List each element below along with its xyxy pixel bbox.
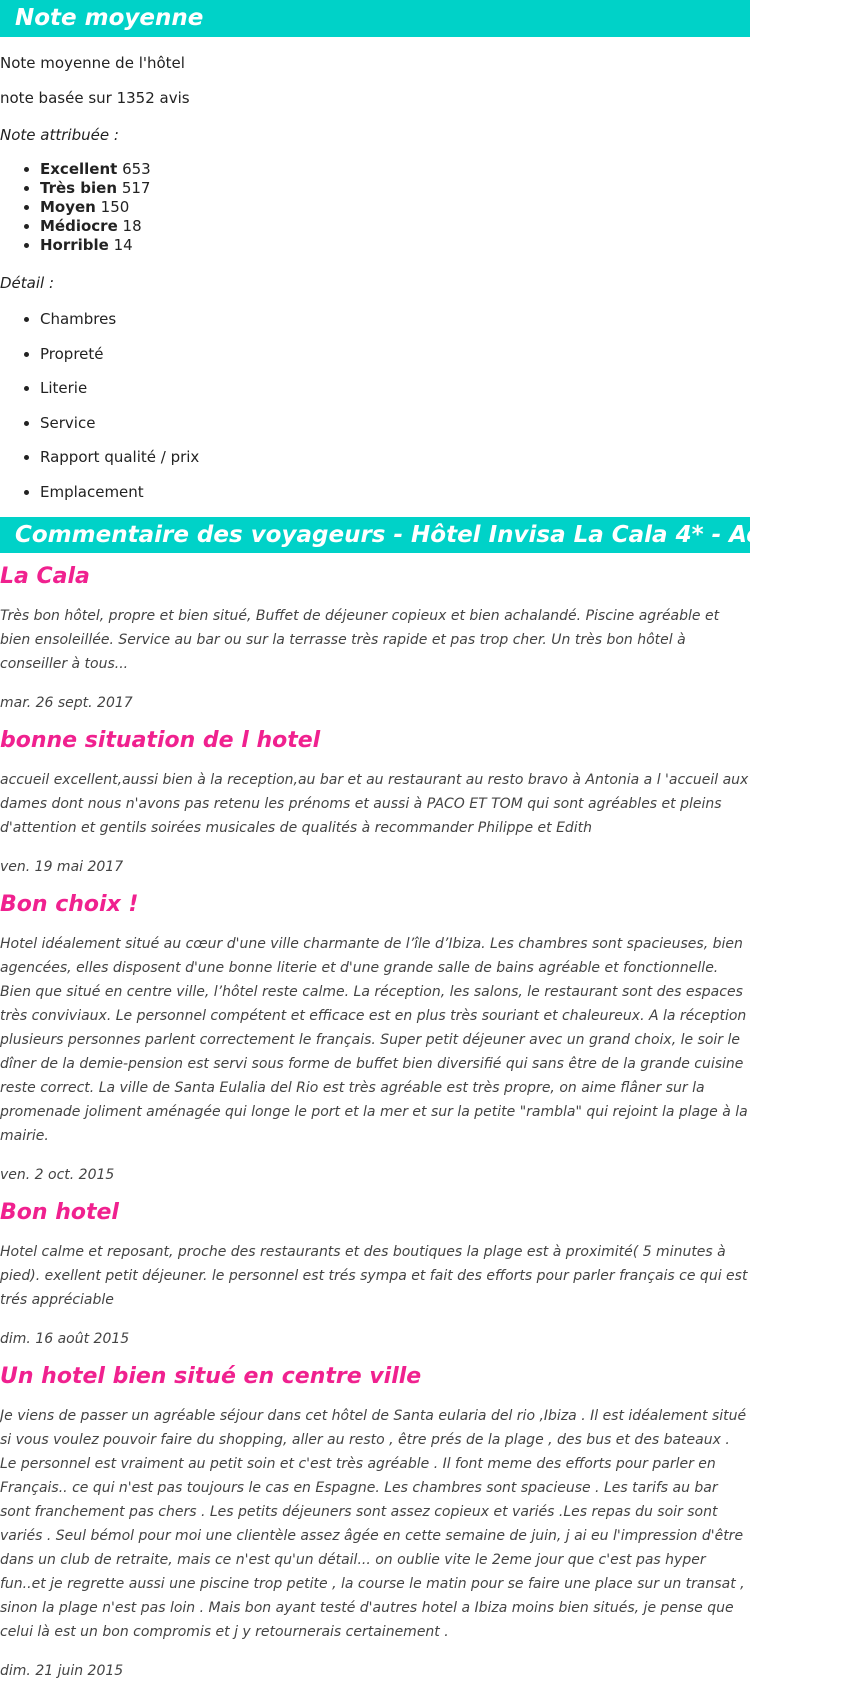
review-body: Hotel idéalement situé au cœur d'une ville charmante de l’île d’Ibiza. Les chambres sont spacieuses, bien agencées, elles disposent d'une bonne literie et d'une grande salle de bains agréable et fonctionnelle. Bien que situé en centre ville, l’hôtel reste calme. La réception, les salons, le restaurant sont des espaces très conviviaux. Le personnel compétent et efficace est en plus très souriant et chaleureux. A la réception plusieurs personnes parlent correctement le français. Super petit déjeuner avec un grand choix, le soir le dîner de la demie-pension est servi sous forme de buffet bien diversifié qui sans être de la grande cuisine reste correct. La ville de Santa Eulalia del Rio est très agréable est très propre, on aime flâner sur la promenade joliment aménagée qui longe le port et la mer et sur la petite "rambla" qui rejoint la plage à la mairie. — [0, 935, 748, 1144]
ratings-label: Note attribuée : — [0, 126, 119, 144]
rating-item — [40, 198, 758, 217]
rating-label: Très bien — [40, 179, 118, 197]
ratings-list — [0, 160, 758, 255]
review-date: dim. 21 juin 2015 — [0, 1662, 124, 1679]
review-date: ven. 19 mai 2017 — [0, 858, 124, 875]
rating-label: Horrible — [40, 236, 109, 254]
detail-item: • Literie — [40, 378, 758, 398]
detail-item: • Service — [40, 413, 758, 433]
detail-item: • Rapport qualité / prix — [40, 447, 758, 467]
review-card — [0, 892, 758, 1185]
rating-item — [40, 236, 758, 255]
review-card — [0, 728, 758, 877]
rating-label: Moyen — [40, 198, 96, 216]
review-title: Bon choix ! — [0, 891, 139, 917]
reviews-section — [0, 517, 865, 1681]
rating-item — [40, 217, 758, 236]
review-card — [0, 564, 758, 713]
review-body: Très bon hôtel, propre et bien situé, Buffet de déjeuner copieux et bien achalandé. Piscine agréable et bien ensoleillée. Service au bar ou sur la terrasse très rapide et pas trop cher. Un très bon hôtel à conseiller à tous... — [0, 607, 720, 672]
summary-section — [0, 0, 758, 517]
review-date: ven. 2 oct. 2015 — [0, 1166, 115, 1183]
detail-label: Détail : — [0, 274, 55, 292]
detail-item: • Emplacement — [40, 482, 758, 502]
review-body: Je viens de passer un agréable séjour dans cet hôtel de Santa eularia del rio ,Ibiza . Il est idéalement situé si vous voulez pouvoir faire du shopping, aller au resto , être prés de la plage , des bus et des bateaux . Le personnel est vraiment au petit soin et c'est très agréable . Il font meme des efforts pour parler en Français.. ce qui n'est pas toujours le cas en Espagne. Les chambres sont spacieuse . Les tarifs au bar sont franchement pas chers . Les petits déjeuners sont assez copieux et variés .Les repas du soir sont variés . Seul bémol pour moi une clientèle assez âgée en cette semaine de juin, j ai eu l'impression d'être dans un club de retraite, mais ce n'est qu'un détail... on oublie vite le 2eme jour que c'est pas hyper fun..et je regrette aussi une piscine trop petite , la course le matin pour se faire une place sur un transat , sinon la plage n'est pas loin . Mais bon ayant testé d'autres hotel a Ibiza moins bien situés, je pense que celui là est un bon compromis et j y retournerais certainement . — [0, 1407, 747, 1640]
rating-count: 18 — [122, 217, 142, 235]
review-title: Un hotel bien situé en centre ville — [0, 1363, 422, 1389]
review-card — [0, 1200, 758, 1349]
detail-list — [0, 309, 758, 502]
average-rating-label: Note moyenne de l'hôtel — [0, 54, 185, 72]
detail-item: • Chambres — [40, 309, 758, 329]
rating-count: 653 — [122, 160, 151, 178]
review-title: Bon hotel — [0, 1199, 119, 1225]
review-body: Hotel calme et reposant, proche des restaurants et des boutiques la plage est à proximité( 5 minutes à pied). exellent petit déjeuner. le personnel est trés sympa et fait des efforts pour parler français ce qui est trés appréciable — [0, 1243, 748, 1308]
rating-count: 150 — [100, 198, 130, 216]
rating-label: Médiocre — [40, 217, 118, 235]
rating-label: Excellent — [40, 160, 118, 178]
rating-count: 14 — [113, 236, 133, 254]
detail-item: • Propreté — [40, 344, 758, 364]
review-card — [0, 1364, 758, 1681]
review-date: mar. 26 sept. 2017 — [0, 694, 133, 711]
review-count-text: note basée sur 1352 avis — [0, 89, 190, 107]
rating-count: 517 — [121, 179, 151, 197]
section-heading-average: Note moyenne — [0, 0, 750, 37]
review-body: accueil excellent,aussi bien à la reception,au bar et au restaurant au resto bravo à Antonia a l 'accueil aux dames dont nous n'avons pas retenu les prénoms et aussi à PACO ET TOM qui sont agréables et pleins d'attention et gentils soirées musicales de qualités à recommander Philippe et Edith — [0, 771, 749, 836]
section-heading-reviews: Commentaire des voyageurs - Hôtel Invisa La Cala 4* - Adult Only — [0, 517, 750, 553]
rating-item — [40, 179, 758, 198]
review-date: dim. 16 août 2015 — [0, 1330, 130, 1347]
rating-item — [40, 160, 758, 179]
review-title: bonne situation de l hotel — [0, 727, 321, 753]
review-title: La Cala — [0, 563, 90, 589]
